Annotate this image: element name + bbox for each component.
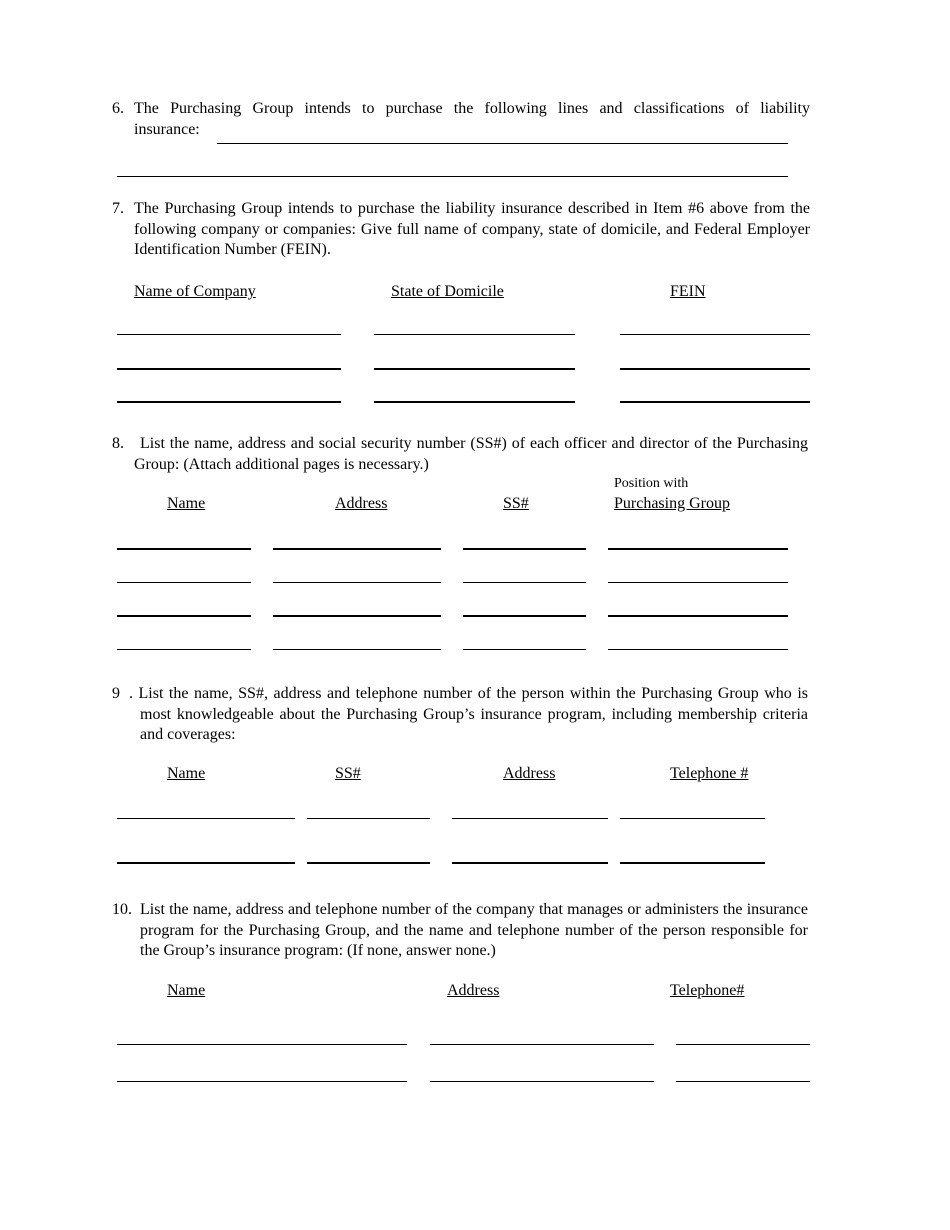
item-8-header-position: Purchasing Group xyxy=(614,495,730,512)
item-6-number: 6. xyxy=(112,100,124,117)
item-8-name-line[interactable] xyxy=(117,582,251,583)
item-9-ss-line[interactable] xyxy=(307,818,430,819)
item-7-company-line[interactable] xyxy=(117,401,341,403)
item-7-text: The Purchasing Group intends to purchase the liability insurance described in Item #6 above from the following company or companies: Give full name of company, state of domicile, and Federal Employer Identification Number (FEIN). xyxy=(134,200,810,258)
item-8-ss-line[interactable] xyxy=(463,582,586,583)
item-9-number: 9 xyxy=(112,685,120,702)
item-10-text: List the name, address and telephone number of the company that manages or administers the insurance program for the Purchasing Group, and the name and telephone number of the person responsible for the Group’s insurance program: (If none, answer none.) xyxy=(140,901,808,959)
item-10-telephone-line[interactable] xyxy=(676,1081,810,1082)
item-8-position-prefix: Position with xyxy=(614,476,689,491)
item-10-number: 10. xyxy=(112,901,132,918)
item-9-address-line[interactable] xyxy=(452,818,608,819)
item-10-name-line[interactable] xyxy=(117,1081,407,1082)
item-6-answer-line-2[interactable] xyxy=(117,176,788,177)
item-6-text-continued: insurance: xyxy=(134,121,200,138)
item-7-fein-line[interactable] xyxy=(620,401,810,403)
item-8-position-line[interactable] xyxy=(608,548,788,550)
item-9-name-line[interactable] xyxy=(117,862,295,864)
item-7-company-line[interactable] xyxy=(117,368,341,370)
item-8-ss-line[interactable] xyxy=(463,649,586,650)
item-10-telephone-line[interactable] xyxy=(676,1044,810,1045)
item-9-header-address: Address xyxy=(503,765,556,782)
item-7-number: 7. xyxy=(112,200,124,217)
item-8-position-line[interactable] xyxy=(608,649,788,650)
item-9-telephone-line[interactable] xyxy=(620,862,765,864)
item-9-name-line[interactable] xyxy=(117,818,295,819)
item-7-header-company: Name of Company xyxy=(134,283,256,300)
item-7-header-domicile: State of Domicile xyxy=(391,283,504,300)
item-8-address-line[interactable] xyxy=(273,548,441,550)
item-7-company-line[interactable] xyxy=(117,334,341,335)
item-8-ss-line[interactable] xyxy=(463,548,586,550)
item-10-header-telephone: Telephone# xyxy=(670,982,745,999)
item-10-header-address: Address xyxy=(447,982,500,999)
item-8-address-line[interactable] xyxy=(273,649,441,650)
item-8-position-line[interactable] xyxy=(608,615,788,617)
item-8-name-line[interactable] xyxy=(117,548,251,550)
item-9-header-ss: SS# xyxy=(335,765,361,782)
item-9-text: . List the name, SS#, address and telephone number of the person within the Purchasing Group who is most knowledgeable about the Purchasing Group’s insurance program, including membership criteria and coverages: xyxy=(129,685,808,743)
item-8-address-line[interactable] xyxy=(273,615,441,617)
item-8-header-name: Name xyxy=(167,495,206,512)
item-10-address-line[interactable] xyxy=(430,1081,654,1082)
item-9-header-name: Name xyxy=(167,765,206,782)
item-8-ss-line[interactable] xyxy=(463,615,586,617)
item-6-text: The Purchasing Group intends to purchase the following lines and classifications of liability xyxy=(134,100,810,117)
item-8-address-line[interactable] xyxy=(273,582,441,583)
item-9-ss-line[interactable] xyxy=(307,862,430,864)
item-10-address-line[interactable] xyxy=(430,1044,654,1045)
item-9-header-telephone: Telephone # xyxy=(670,765,749,782)
item-8-header-ss: SS# xyxy=(503,495,529,512)
item-10-name-line[interactable] xyxy=(117,1044,407,1045)
item-6-answer-line-1[interactable] xyxy=(217,143,788,144)
item-7-header-fein: FEIN xyxy=(670,283,706,300)
item-7-domicile-line[interactable] xyxy=(374,334,575,335)
item-7-fein-line[interactable] xyxy=(620,334,810,335)
item-7-domicile-line[interactable] xyxy=(374,401,575,403)
item-8-text: List the name, address and social security number (SS#) of each officer and director of the Purchasing Group: (Attach additional pages is necessary.) xyxy=(134,435,808,473)
item-8-name-line[interactable] xyxy=(117,615,251,617)
item-7-domicile-line[interactable] xyxy=(374,368,575,370)
item-8-number: 8. xyxy=(112,435,124,452)
item-8-name-line[interactable] xyxy=(117,649,251,650)
item-10-header-name: Name xyxy=(167,982,206,999)
item-9-address-line[interactable] xyxy=(452,862,608,864)
item-8-header-address: Address xyxy=(335,495,388,512)
item-9-telephone-line[interactable] xyxy=(620,818,765,819)
item-8-position-line[interactable] xyxy=(608,582,788,583)
item-7-fein-line[interactable] xyxy=(620,368,810,370)
